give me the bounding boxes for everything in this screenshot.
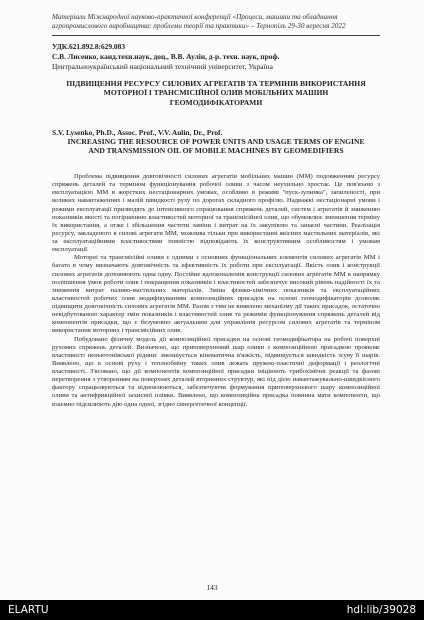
viewer-footer-bar xyxy=(0,600,424,620)
title-en: INCREASING THE RESOURCE OF POWER UNITS AND USAGE TERMS OF ENGINE AND TRANSMISSION OIL OF MOBILE MACHINES BY GEOMEDIFIERS xyxy=(67,137,365,156)
conference-header xyxy=(52,13,382,31)
conference-header-line-2: агропромислового виробництва: проблеми теорії та практики» – Тернопіль 29-30 вересня 2022 xyxy=(52,22,346,30)
title-ua: ПІДВИЩЕННЯ РЕСУРСУ СИЛОВИХ АГРЕГАТІВ ТА ТЕРМІНІВ ВИКОРИСТАННЯ МОТОРНОЇ І ТРАНСМІСІЙНОЇ ОЛИВ МОБІЛЬНИХ МАШИН ГЕОМОДИФІКАТОРАМИ xyxy=(66,79,366,107)
page-number: 143 xyxy=(206,583,218,592)
authors-en: S.V. Lysenko, Ph.D., Assoc. Prof., V.V. Aulin, Dr., Prof. xyxy=(52,128,223,137)
handle-identifier: hdl:lib/39028 xyxy=(346,604,416,616)
paragraph: Побудовано фізичну модель дії композиційної присадки на основі геомодифікатора на робочі поверхні рухомих спряжень деталей. Визначено, що приповерхневий шар оливи з композиційною присадкою проявляє властивості неньютонівської рідини: зменшується кінематична в'язкість, підвищується швидкість зсуву її шарів. Виявлено, що в основі руху і теплообміну таких олив лежать пружно-пластичні деформації і реологічні властивості. З'ясовано, що дії компонентів композиційної присадки ініціюють трибохімічні реакції та фазові перетворення з утворенням на поверхнях деталей вторинних структур, які під дією навантажувально-швидкісного фактору спрацьовуються та відновлюються, забезпечуючи формування приповерхневого шару композиційної оливи та антифрикційної захисної плівки. Виявлено, що композиційна присадка повинна мати компоненти, що взаємно підсилюють дію одна одної, згідно синергетичної концепції. xyxy=(52,335,380,408)
udc-code: УДК.621.892.8:629.083 xyxy=(52,42,126,51)
affiliation: Центральноукраїнський національний технічний університет, Україна xyxy=(52,62,273,71)
paragraph: Проблема підвищення довговічності силових агрегатів мобільних машин (ММ) подовженням ресурсу спряжень деталей та терміном функціонування робочої оливи з часом неухильно зростає. Це пов'язано з експлуатацією ММ в жорстких нестаціонарних умовах, особливо в режимі "пуск-зупинка", запиленості, при великих навантаженнях і малій швидкості руху по дорогах складного профілю. Надважкі нестаціонарні умови і режими експлуатації призводять до інтенсивного спрацювання спряжень деталей, систем і агрегатів й зниженню показників якості та погіршенню властивостей моторної та трансмісійної олив, що обумовлює зменшення терміну їх використання, а отже і збільшення частоти заміни і витрат на їх закупівлю та запасні частини. Реалізація ресурсу, закладеного в силові агрегати ММ, можлива тільки при використанні якісних мастильних матеріалів, які за експлуатаційними властивостями повністю відповідають їх конструктивним особливостям і умовам експлуатації. xyxy=(52,173,380,254)
paragraph: Моторні та трансмісійні оливи є одними з основних функціональних елементів силових агрегатів ММ і багато в чому визначають довговічність та ефективність їх роботи при експлуатації. Якість олив і конструкції силових агрегатів доповнюють одна одну. Постійне вдосконалення конструкції силових агрегатів ММ в напрямку поліпшення умов роботи олив і покращення показників і властивостей забезпечує високий рівень надійності їх та зниження витрат паливо-мастильних матеріалів. Зміна фізико-хімічних показників та експлуатаційних властивостей робочих олив модифікуванням композиційних присадок на основі геомодифікаторів дозволяє підвищити довговічність силових агрегатів ММ. Разом з тим не виявлено механізму дії таких присадок, остаточно невідбутованою характер змін показників і властивостей олив та режимів функціонування спряжень деталей від компонентів присадки, що є безумовно актуальним для управління ресурсом силових агрегатів та терміном використання моторних і трансмісійних олив. xyxy=(52,254,380,335)
repository-name: ELARTU xyxy=(8,604,49,616)
authors-ua: С.В. Лисенко, канд.техн.наук, доц., В.В. Аулін, д-р. техн. наук, проф. xyxy=(52,52,280,61)
conference-header-line-1: Матеріали Міжнародної науково-практичної конференції «Процеси, машини та обладнання xyxy=(52,13,338,21)
header-divider xyxy=(52,35,380,36)
article-body xyxy=(52,173,380,409)
